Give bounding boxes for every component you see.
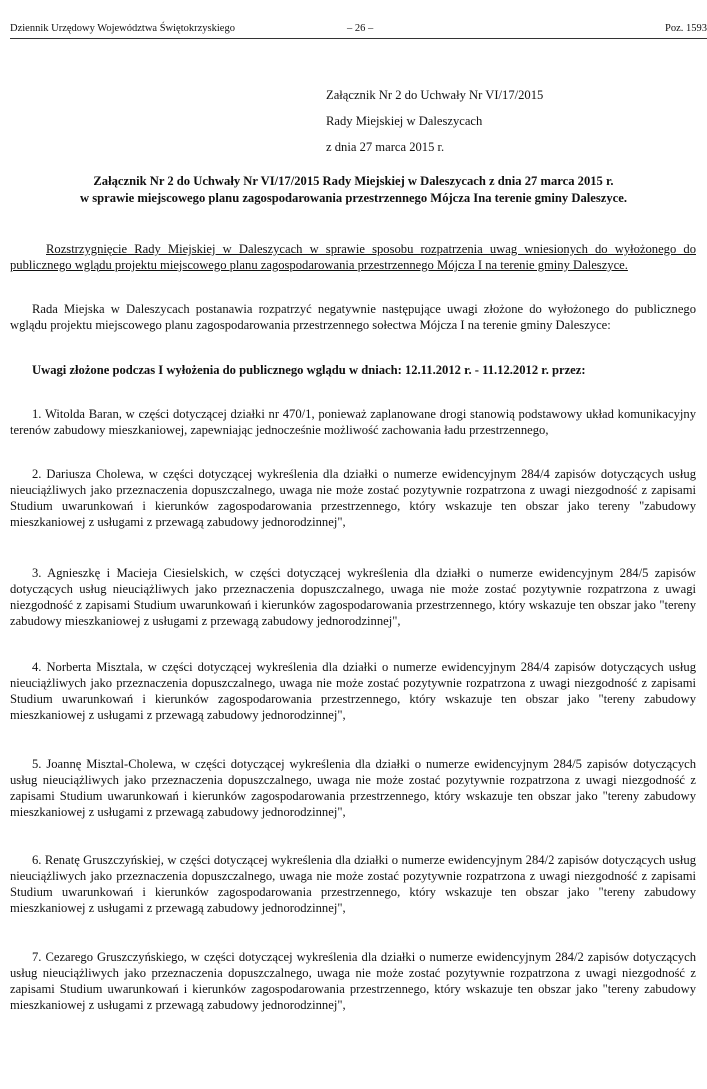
- attachment-line-2: Rady Miejskiej w Daleszycach: [326, 114, 483, 128]
- list-item: 7. Cezarego Gruszczyńskiego, w części dotyczącej wykreślenia dla działki o numerze ewidencyjnym 284/2 zapisów dotyczących usług nieuciążliwych jako przeznaczenia dopuszczalnego, uwaga nie może zostać pozytywnie rozpatrzona z uwagi niezgodność z zapisami Studium uwarunkowań i kierunków zagospodarowania przestrzennego, który wskazuje ten obszar jako "tereny zabudowy mieszkaniowej z usługami z przewagą zabudowy jednorodzinnej",: [10, 950, 696, 1012]
- list-item: 3. Agnieszkę i Macieja Ciesielskich, w części dotyczącej wykreślenia dla działki o numerze ewidencyjnym 284/5 zapisów dotyczących usług nieuciążliwych jako przeznaczenia dopuszczalnego, uwaga nie może zostać pozytywnie rozpatrzona z uwagi niezgodność z zapisami Studium uwarunkowań i kierunków zagospodarowania przestrzennego, który wskazuje ten obszar jako "tereny zabudowy mieszkaniowej z usługami z przewagą zabudowy jednorodzinnej",: [10, 566, 696, 628]
- list-item: 1. Witolda Baran, w części dotyczącej działki nr 470/1, ponieważ zaplanowane drogi stanowią podstawowy układ komunikacyjny terenów zabudowy mieszkaniowej, zapewniając jednocześnie możliwość zachowania ładu przestrzennego,: [10, 407, 696, 437]
- header-rule: [10, 38, 707, 39]
- page-header: [10, 23, 707, 39]
- list-item: 4. Norberta Misztala, w części dotyczącej wykreślenia dla działki o numerze ewidencyjnym 284/4 zapisów dotyczących usług nieuciążliwych jako przeznaczenia dopuszczalnego, uwaga nie może zostać pozytywnie rozpatrzona z uwagi niezgodność z zapisami Studium uwarunkowań i kierunków zagospodarowania przestrzennego, który wskazuje ten obszar jako "tereny zabudowy mieszkaniowej z usługami z przewagą zabudowy jednorodzinnej",: [10, 660, 696, 722]
- resolution-heading: Rozstrzygnięcie Rady Miejskiej w Daleszycach w sprawie sposobu rozpatrzenia uwag wniesionych do wyłożonego do publicznego wglądu projektu miejscowego planu zagospodarowania przestrzennego Mójcza I na terenie gminy Daleszyce.: [10, 242, 696, 272]
- attachment-line-1: Załącznik Nr 2 do Uchwały Nr VI/17/2015: [326, 88, 544, 102]
- position-number: Poz. 1593: [665, 23, 707, 34]
- section-heading: Uwagi złożone podczas I wyłożenia do publicznego wglądu w dniach: 12.11.2012 r. - 11.12.2012 r. przez:: [32, 363, 586, 377]
- list-item: 6. Renatę Gruszczyńskiej, w części dotyczącej wykreślenia dla działki o numerze ewidencyjnym 284/2 zapisów dotyczących usług nieuciążliwych jako przeznaczenia dopuszczalnego, uwaga nie może zostać pozytywnie rozpatrzona z uwagi niezgodność z zapisami Studium uwarunkowań i kierunków zagospodarowania przestrzennego, który wskazuje ten obszar jako "tereny zabudowy mieszkaniowej z usługami z przewagą zabudowy jednorodzinnej",: [10, 853, 696, 915]
- document-title-line-1: Załącznik Nr 2 do Uchwały Nr VI/17/2015 Rady Miejskiej w Daleszycach z dnia 27 marca 2015 r.: [93, 174, 614, 188]
- page-number: – 26 –: [347, 23, 374, 34]
- journal-name: Dziennik Urzędowy Województwa Świętokrzyskiego: [10, 23, 235, 34]
- list-item: 2. Dariusza Cholewa, w części dotyczącej wykreślenia dla działki o numerze ewidencyjnym 284/4 zapisów dotyczących usług nieuciążliwych jako przeznaczenia dopuszczalnego, uwaga nie może zostać pozytywnie rozpatrzona z uwagi niezgodność z zapisami Studium uwarunkowań i kierunków zagospodarowania przestrzennego, który wskazuje ten obszar jako tereny "zabudowy mieszkaniowej z usługami z przewagą zabudowy jednorodzinnej",: [10, 467, 696, 529]
- intro-paragraph: Rada Miejska w Daleszycach postanawia rozpatrzyć negatywnie następujące uwagi złożone do wyłożonego do publicznego wglądu projektu miejscowego planu zagospodarowania przestrzennego sołectwa Mójcza I na terenie gminy Daleszyce:: [10, 302, 696, 332]
- document-title-line-2: w sprawie miejscowego planu zagospodarowania przestrzennego Mójcza Ina terenie gminy Daleszyce.: [80, 191, 627, 205]
- attachment-line-3: z dnia 27 marca 2015 r.: [326, 140, 445, 154]
- list-item: 5. Joannę Misztal-Cholewa, w części dotyczącej wykreślenia dla działki o numerze ewidencyjnym 284/5 zapisów dotyczących usług nieuciążliwych jako przeznaczenia dopuszczalnego, uwaga nie może zostać pozytywnie rozpatrzona z uwagi niezgodność z zapisami Studium uwarunkowań i kierunków zagospodarowania przestrzennego, który wskazuje ten obszar jako "tereny zabudowy mieszkaniowej z usługami z przewagą zabudowy jednorodzinnej",: [10, 757, 696, 819]
